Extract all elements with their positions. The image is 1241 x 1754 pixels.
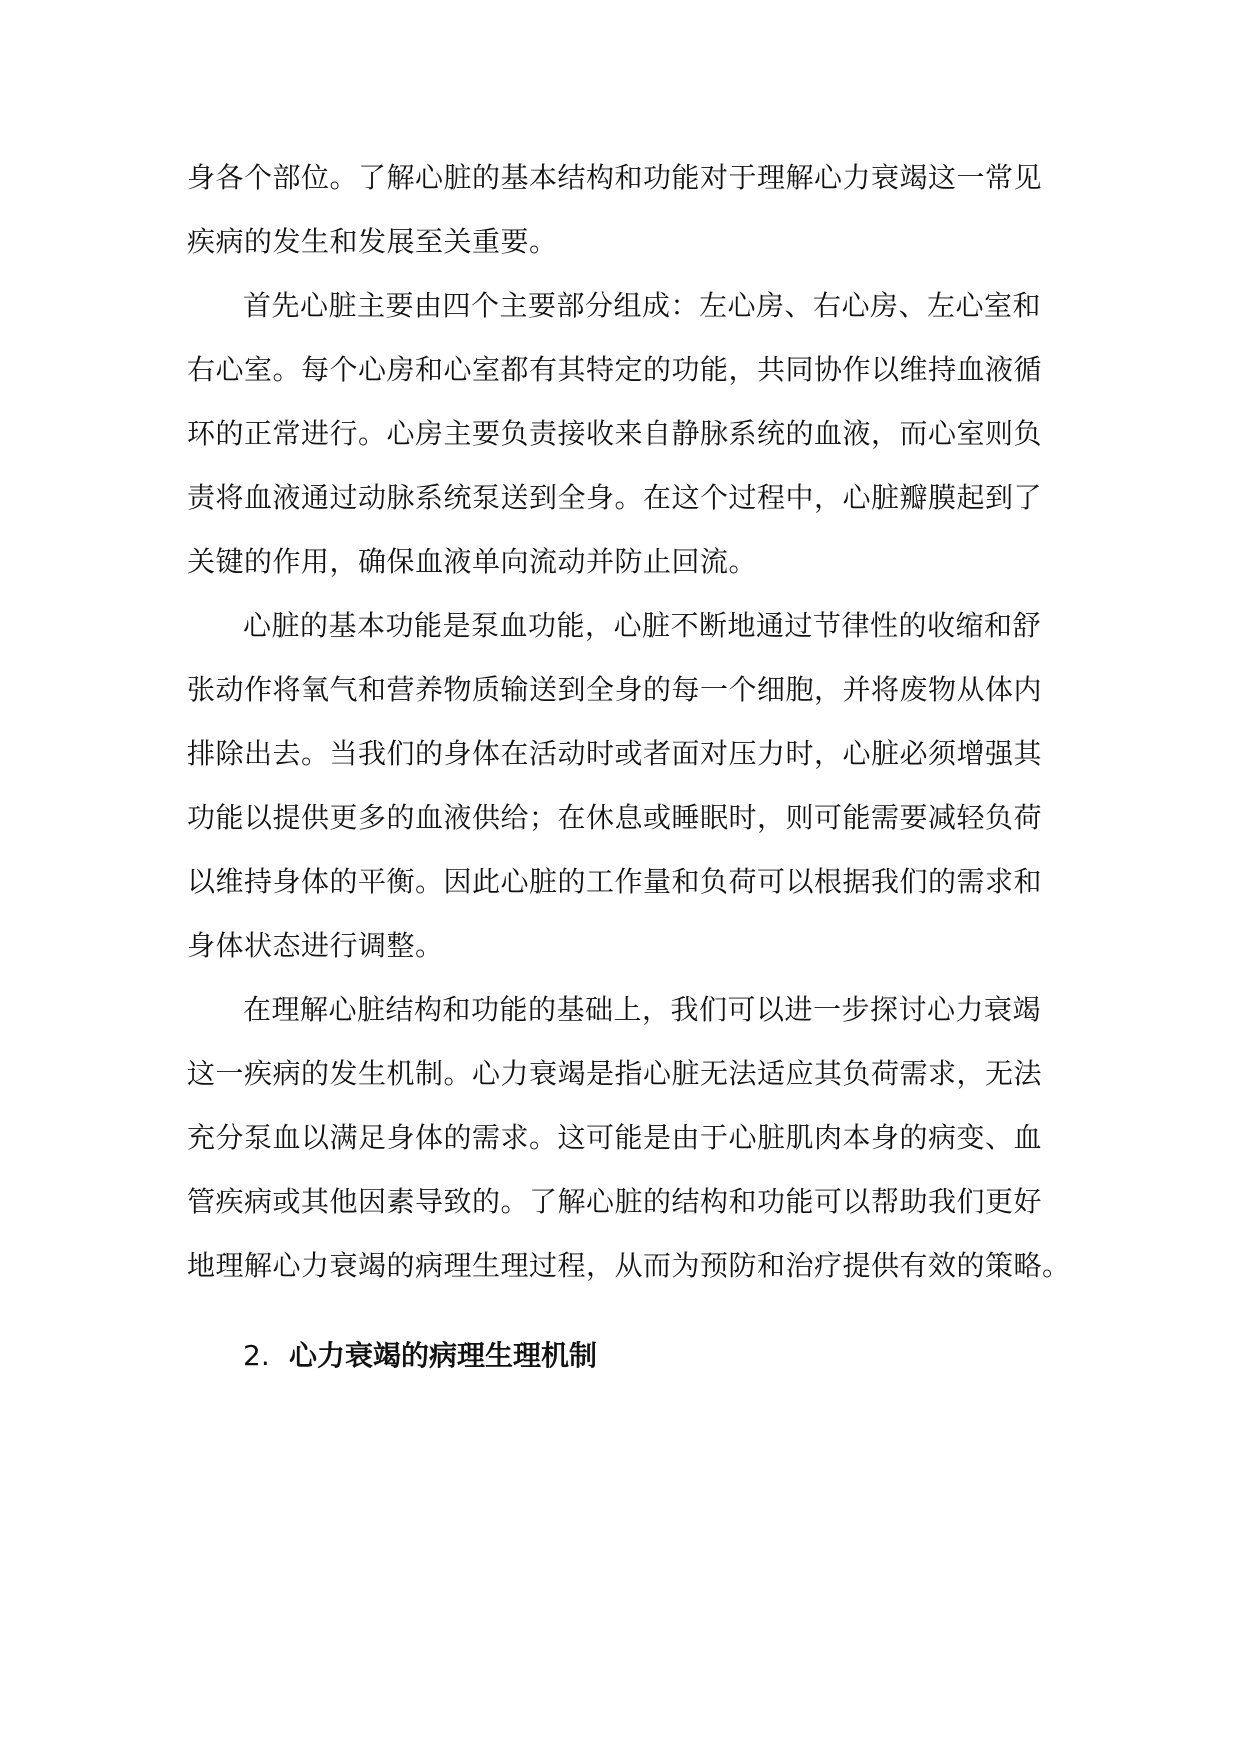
- text-line: 责将血液通过动脉系统泵送到全身。在这个过程中，心脏瓣膜起到了: [187, 481, 1043, 514]
- paragraph-1: [187, 146, 1055, 274]
- text-line: 关键的作用，确保血液单向流动并防止回流。: [187, 545, 758, 578]
- text-line: 功能以提供更多的血液供给；在休息或睡眠时，则可能需要减轻负荷: [187, 801, 1043, 834]
- text-line: 环的正常进行。心房主要负责接收来自静脉系统的血液，而心室则负: [187, 417, 1043, 450]
- section-heading: [187, 1324, 1055, 1388]
- text-line: 排除出去。当我们的身体在活动时或者面对压力时，心脏必须增强其: [187, 737, 1043, 770]
- text-line: 这一疾病的发生机制。心力衰竭是指心脏无法适应其负荷需求，无法: [187, 1057, 1043, 1090]
- text-line: 身各个部位。了解心脏的基本结构和功能对于理解心力衰竭这一常见: [187, 161, 1043, 194]
- text-line: 疾病的发生和发展至关重要。: [187, 225, 558, 258]
- text-line: 管疾病或其他因素导致的。了解心脏的结构和功能可以帮助我们更好: [187, 1185, 1043, 1218]
- text-line: 心脏的基本功能是泵血功能，心脏不断地通过节律性的收缩和舒: [243, 609, 1042, 642]
- text-line: 右心室。每个心房和心室都有其特定的功能，共同协作以维持血液循: [187, 353, 1043, 386]
- text-line: 充分泵血以满足身体的需求。这可能是由于心脏肌肉本身的病变、血: [187, 1121, 1043, 1154]
- text-line: 在理解心脏结构和功能的基础上，我们可以进一步探讨心力衰竭: [243, 993, 1042, 1026]
- paragraph-3: [187, 594, 1055, 978]
- paragraph-4: [187, 978, 1071, 1298]
- text-line: 身体状态进行调整。: [187, 929, 444, 962]
- section-title: 心力衰竭的病理生理机制: [289, 1339, 598, 1372]
- text-line: 张动作将氧气和营养物质输送到全身的每一个细胞，并将废物从体内: [187, 673, 1043, 706]
- text-line: 以维持身体的平衡。因此心脏的工作量和负荷可以根据我们的需求和: [187, 865, 1043, 898]
- text-line: 地理解心力衰竭的病理生理过程，从而为预防和治疗提供有效的策略。: [187, 1249, 1071, 1282]
- paragraph-2: [187, 274, 1055, 594]
- section-number: 2.: [243, 1339, 270, 1372]
- text-line: 首先心脏主要由四个主要部分组成：左心房、右心房、左心室和: [243, 289, 1042, 322]
- document-body: [187, 146, 1071, 1388]
